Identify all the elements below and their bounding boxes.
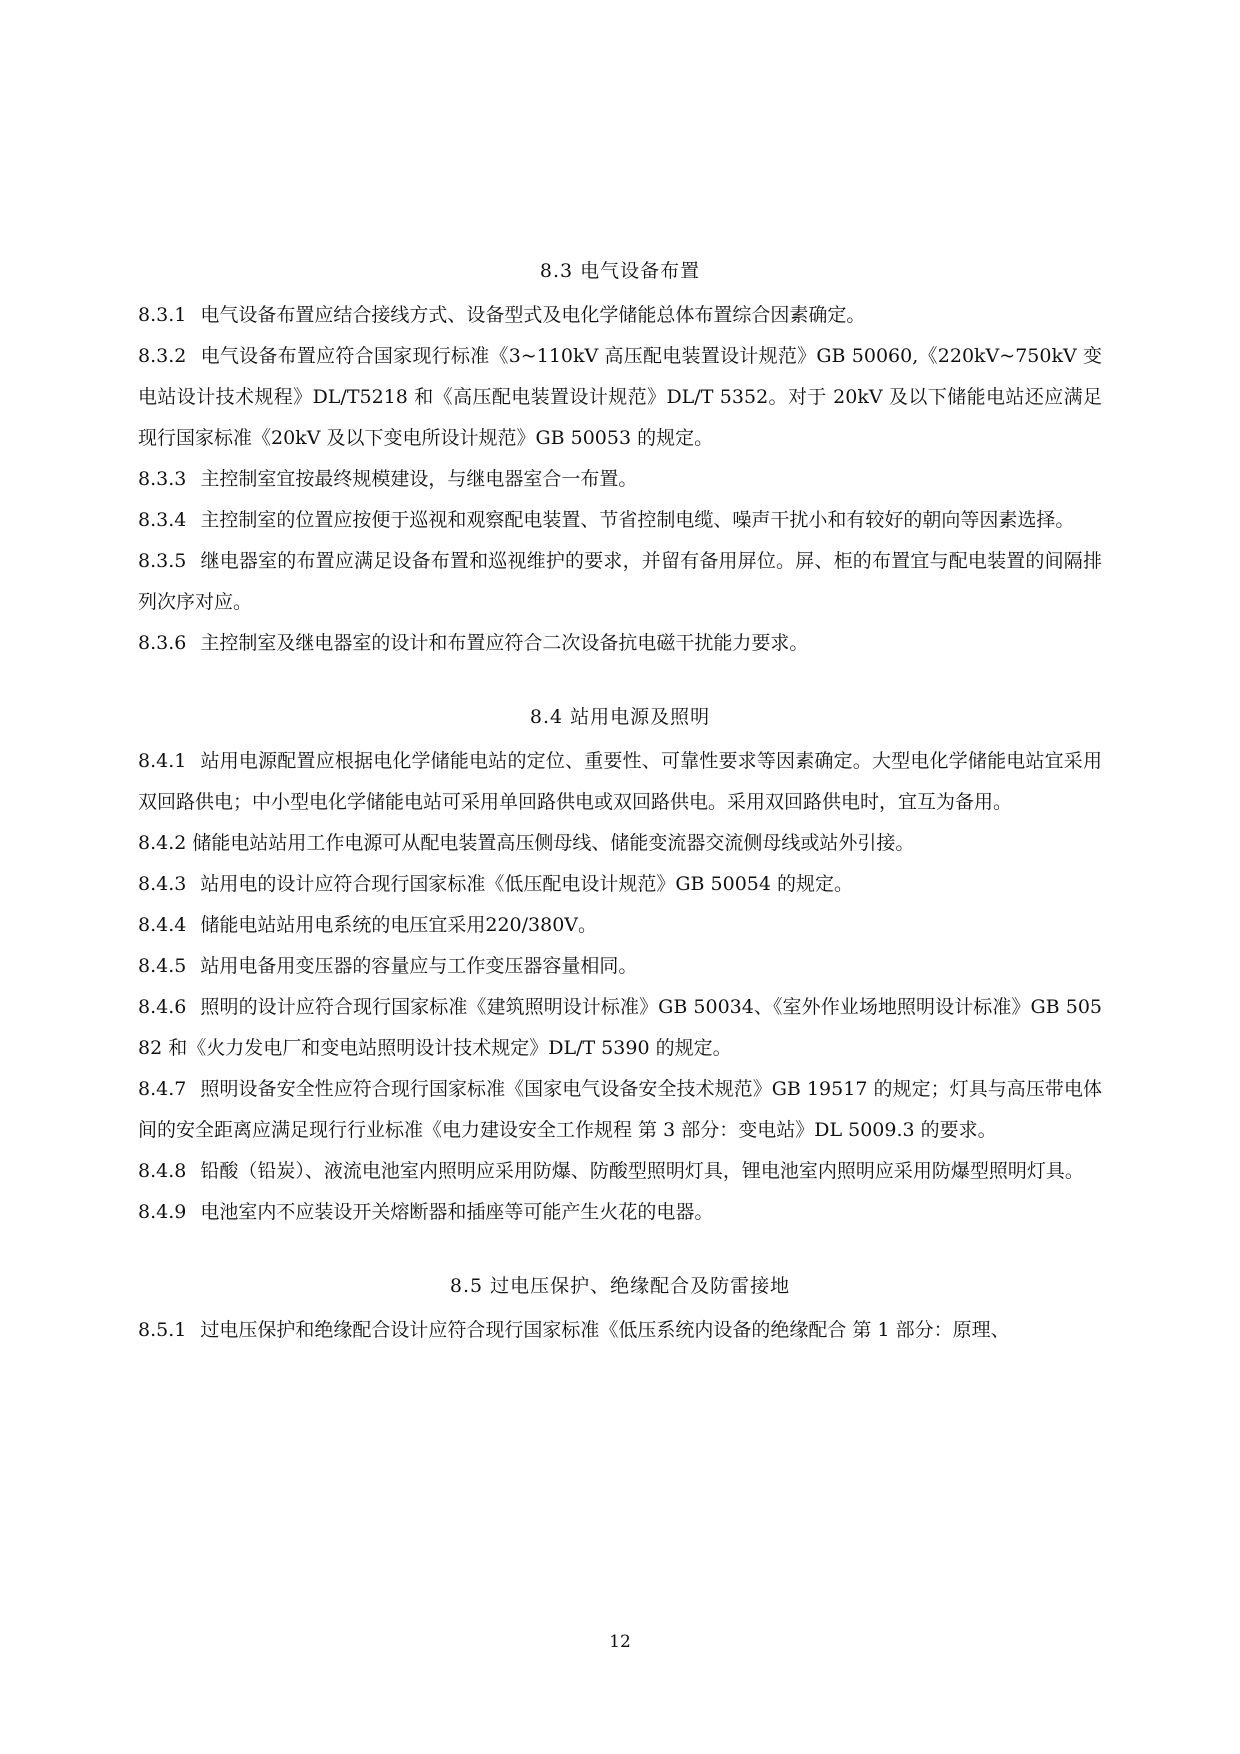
clause-text: 照明的设计应符合现行国家标准《建筑照明设计标准》GB 50034、《室外作业场地照明设计标准》GB 50582 和《火力发电厂和变电站照明设计技术规定》DL/T 5390 的规定。: [138, 996, 1102, 1059]
page-content: [138, 258, 1102, 1351]
section-title-8-3: 8.3 电气设备布置: [539, 260, 701, 282]
section-title-8-4: 8.4 站用电源及照明: [529, 706, 711, 728]
clause-number: 8.4.8: [138, 1160, 187, 1182]
clause-text: 电气设备布置应结合接线方式、设备型式及电化学储能总体布置综合因素确定。: [200, 304, 866, 326]
clause-text: 主控制室宜按最终规模建设，与继电器室合一布置。: [200, 468, 638, 490]
clause-8-5-1: [138, 1310, 1102, 1351]
clause-text: 储能电站站用电系统的电压宜采用220/380V。: [200, 914, 598, 936]
clause-8-4-3: [138, 864, 1102, 905]
clause-number: 8.5.1: [138, 1319, 187, 1341]
clause-number: 8.4.3: [138, 873, 187, 895]
clause-number: 8.4.5: [138, 955, 187, 977]
clause-text: 电气设备布置应符合国家现行标准《3~110kV 高压配电装置设计规范》GB 50060,《220kV~750kV 变电站设计技术规程》DL/T5218 和《高压配电装置设计规范》DL/T 5352。对于 20kV 及以下储能电站还应满足现行国家标准《20kV 及以下变电所设计规范》GB 50053 的规定。: [138, 345, 1102, 449]
clause-text: 照明设备安全性应符合现行国家标准《国家电气设备安全技术规范》GB 19517 的规定；灯具与高压带电体间的安全距离应满足现行行业标准《电力建设安全工作规程 第 3 部分：变电站》DL 5009.3 的要求。: [138, 1078, 1102, 1141]
clause-text: 过电压保护和绝缘配合设计应符合现行国家标准《低压系统内设备的绝缘配合 第 1 部分：原理、: [200, 1319, 1010, 1341]
clause-number: 8.4.1: [138, 750, 187, 772]
clause-8-3-5: [138, 541, 1102, 623]
clause-8-4-2: [138, 823, 1102, 864]
clause-text: 站用电的设计应符合现行国家标准《低压配电设计规范》GB 50054 的规定。: [200, 873, 854, 895]
clause-number: 8.3.4: [138, 509, 187, 531]
clause-number: 8.4.4: [138, 914, 187, 936]
clause-text: 主控制室及继电器室的设计和布置应符合二次设备抗电磁干扰能力要求。: [200, 632, 809, 654]
section-title-8-5: 8.5 过电压保护、绝缘配合及防雷接地: [449, 1275, 791, 1297]
clause-number: 8.3.3: [138, 468, 187, 490]
clause-8-4-9: [138, 1192, 1102, 1233]
clause-8-4-8: [138, 1151, 1102, 1192]
clause-number: 8.4.6: [138, 996, 187, 1018]
clause-8-3-1: [138, 295, 1102, 336]
clause-text: 站用电备用变压器的容量应与工作变压器容量相同。: [200, 955, 638, 977]
clause-8-4-7: [138, 1069, 1102, 1151]
clause-text: 铅酸（铅炭）、液流电池室内照明应采用防爆、防酸型照明灯具，锂电池室内照明应采用防爆型照明灯具。: [200, 1160, 1084, 1182]
page-number: 12: [609, 1632, 631, 1652]
clause-number: 8.3.2: [138, 345, 187, 367]
clause-8-3-4: [138, 500, 1102, 541]
clause-8-4-5: [138, 946, 1102, 987]
clause-number: 8.3.1: [138, 304, 187, 326]
clause-8-4-6: [138, 987, 1102, 1069]
clause-8-3-6: [138, 623, 1102, 664]
clause-text: 储能电站站用工作电源可从配电装置高压侧母线、储能变流器交流侧母线或站外引接。: [192, 832, 915, 854]
clause-8-3-3: [138, 459, 1102, 500]
clause-number: 8.4.2: [138, 832, 187, 854]
clause-number: 8.4.7: [138, 1078, 187, 1100]
clause-text: 继电器室的布置应满足设备布置和巡视维护的要求，并留有备用屏位。屏、柜的布置宜与配电装置的间隔排列次序对应。: [138, 550, 1102, 613]
clause-8-3-2: [138, 336, 1102, 459]
clause-8-4-4: [138, 905, 1102, 946]
clause-8-4-1: [138, 741, 1102, 823]
clause-text: 站用电源配置应根据电化学储能电站的定位、重要性、可靠性要求等因素确定。大型电化学储能电站宜采用双回路供电；中小型电化学储能电站可采用单回路供电或双回路供电。采用双回路供电时，宜互为备用。: [138, 750, 1102, 813]
clause-number: 8.4.9: [138, 1201, 187, 1223]
clause-number: 8.3.6: [138, 632, 187, 654]
clause-text: 电池室内不应装设开关熔断器和插座等可能产生火花的电器。: [200, 1201, 714, 1223]
clause-number: 8.3.5: [138, 550, 187, 572]
clause-text: 主控制室的位置应按便于巡视和观察配电装置、节省控制电缆、噪声干扰小和有较好的朝向等因素选择。: [200, 509, 1075, 531]
